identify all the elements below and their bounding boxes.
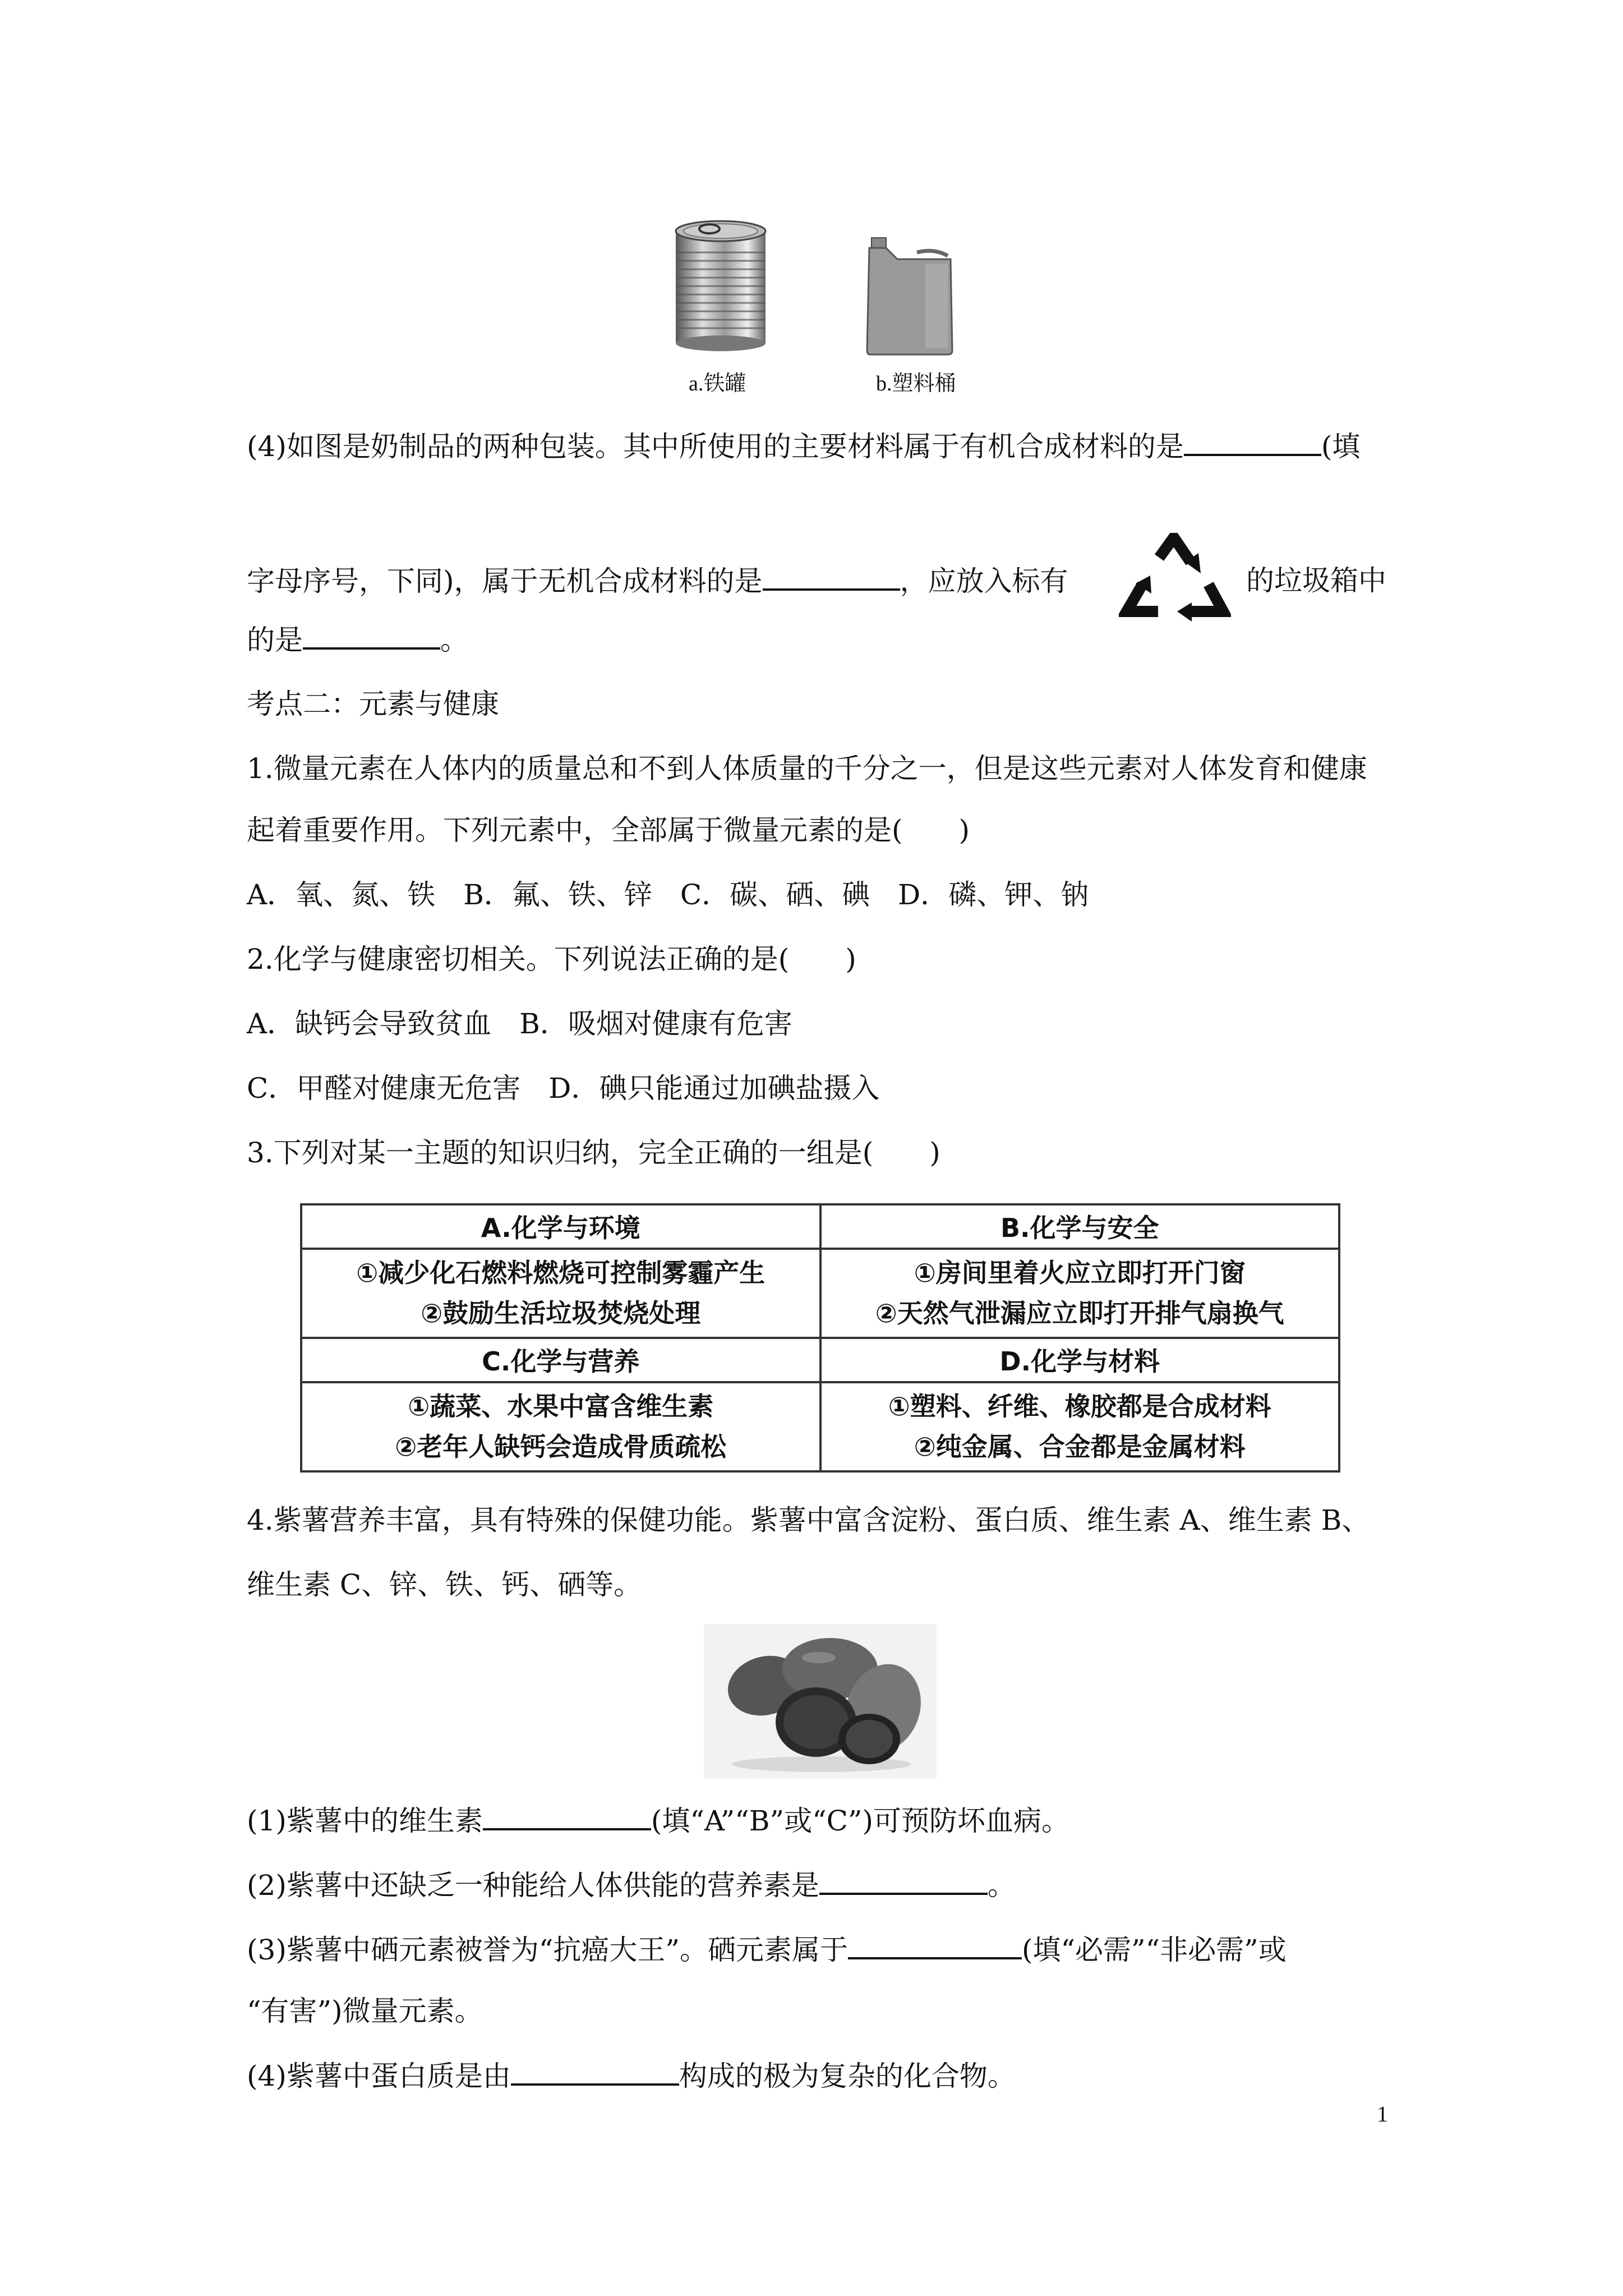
sweet-potato-image (704, 1624, 937, 1778)
section-title: 考点二：元素与健康 (247, 688, 499, 720)
packaging-question-line3 (247, 623, 468, 657)
q4-line1: 4.紫薯营养丰富，具有特殊的保健功能。紫薯中富含淀粉、蛋白质、维生素 A、维生素 B、 (247, 1504, 1370, 1536)
table-c-item2: ②老年人缺钙会造成骨质疏松 (395, 1432, 727, 1462)
table-cell-b (820, 1249, 1340, 1338)
plastic-bucket-image (864, 236, 956, 356)
text: 字母序号，下同)，属于无机合成材料的是 (247, 565, 763, 597)
q4-line2: 维生素 C、锌、铁、钙、硒等。 (247, 1568, 642, 1601)
knowledge-table (300, 1203, 1340, 1473)
q2-options-cd: C．甲醛对健康无危害 D．碘只能通过加碘盐摄入 (247, 1072, 880, 1105)
text: (填“A”“B”或“C”)可预防坏血病。 (651, 1805, 1069, 1837)
table-head-d: D.化学与材料 (820, 1338, 1340, 1382)
text: (3)紫薯中硒元素被誉为“抗癌大王”。硒元素属于 (247, 1934, 848, 1966)
q4-sub3 (247, 1932, 1287, 1967)
q1-options: A．氧、氮、铁 B．氟、铁、锌 C．碳、硒、碘 D．磷、钾、钠 (247, 878, 1089, 911)
table-cell-d (820, 1382, 1340, 1471)
q4-sub3-cont: “有害”)微量元素。 (247, 1995, 483, 2027)
table-cell-c (301, 1382, 820, 1471)
table-c-item1: ①蔬菜、水果中富含维生素 (408, 1391, 714, 1422)
answer-blank-inorganic[interactable] (763, 564, 900, 591)
answer-blank-vitamin[interactable] (483, 1803, 651, 1830)
text: 的垃圾箱中 (1246, 564, 1386, 597)
caption-plastic-bucket: b.塑料桶 (876, 372, 956, 395)
packaging-question-line2 (247, 564, 1068, 598)
text: (4)紫薯中蛋白质是由 (247, 2060, 511, 2092)
packaging-question-line1 (247, 429, 1360, 463)
recycle-icon (1119, 533, 1231, 631)
text: (1)紫薯中的维生素 (247, 1805, 483, 1837)
caption-iron-can: a.铁罐 (689, 372, 746, 395)
q1-line2: 起着重要作用。下列元素中，全部属于微量元素的是( ) (247, 814, 970, 846)
answer-blank-recycle[interactable] (303, 623, 440, 650)
table-head-c: C.化学与营养 (301, 1338, 820, 1382)
text: 的是 (247, 624, 303, 656)
answer-blank-organic[interactable] (1184, 429, 1321, 456)
text: ，应放入标有 (900, 565, 1068, 597)
page-number: 1 (1377, 2101, 1388, 2127)
answer-blank-protein[interactable] (511, 2059, 679, 2086)
iron-can-image (670, 219, 771, 353)
table-b-item1: ①房间里着火应立即打开门窗 (914, 1258, 1246, 1289)
text: 。 (440, 624, 468, 656)
packaging-question-line2-end (1246, 564, 1386, 597)
table-b-item2: ②天然气泄漏应立即打开排气扇换气 (875, 1298, 1284, 1329)
q4-sub1 (247, 1803, 1069, 1838)
text: 。 (987, 1869, 1016, 1902)
table-head-a: A.化学与环境 (301, 1204, 820, 1249)
table-d-item1: ①塑料、纤维、橡胶都是合成材料 (888, 1391, 1271, 1422)
table-d-item2: ②纯金属、合金都是金属材料 (914, 1432, 1246, 1462)
q1-line1: 1.微量元素在人体内的质量总和不到人体质量的千分之一，但是这些元素对人体发育和健康 (247, 752, 1367, 785)
q2-options-ab: A．缺钙会导致贫血 B．吸烟对健康有危害 (247, 1007, 792, 1040)
text: (4)如图是奶制品的两种包装。其中所使用的主要材料属于有机合成材料的是 (247, 430, 1184, 463)
q4-sub4 (247, 2059, 1016, 2093)
table-cell-a (301, 1249, 820, 1338)
q2-stem: 2.化学与健康密切相关。下列说法正确的是( ) (247, 943, 856, 976)
text: (2)紫薯中还缺乏一种能给人体供能的营养素是 (247, 1869, 819, 1902)
q4-sub2 (247, 1868, 1016, 1902)
text: 构成的极为复杂的化合物。 (679, 2060, 1016, 2092)
table-a-item1: ①减少化石燃料燃烧可控制雾霾产生 (356, 1258, 766, 1289)
answer-blank-selenium[interactable] (848, 1932, 1022, 1959)
text: (填 (1321, 430, 1361, 463)
answer-blank-nutrient[interactable] (819, 1868, 988, 1895)
q3-stem: 3.下列对某一主题的知识归纳，完全正确的一组是( ) (247, 1137, 940, 1169)
text: (填“必需”“非必需”或 (1021, 1934, 1287, 1966)
table-a-item2: ②鼓励生活垃圾焚烧处理 (421, 1298, 701, 1329)
table-head-b: B.化学与安全 (820, 1204, 1340, 1249)
